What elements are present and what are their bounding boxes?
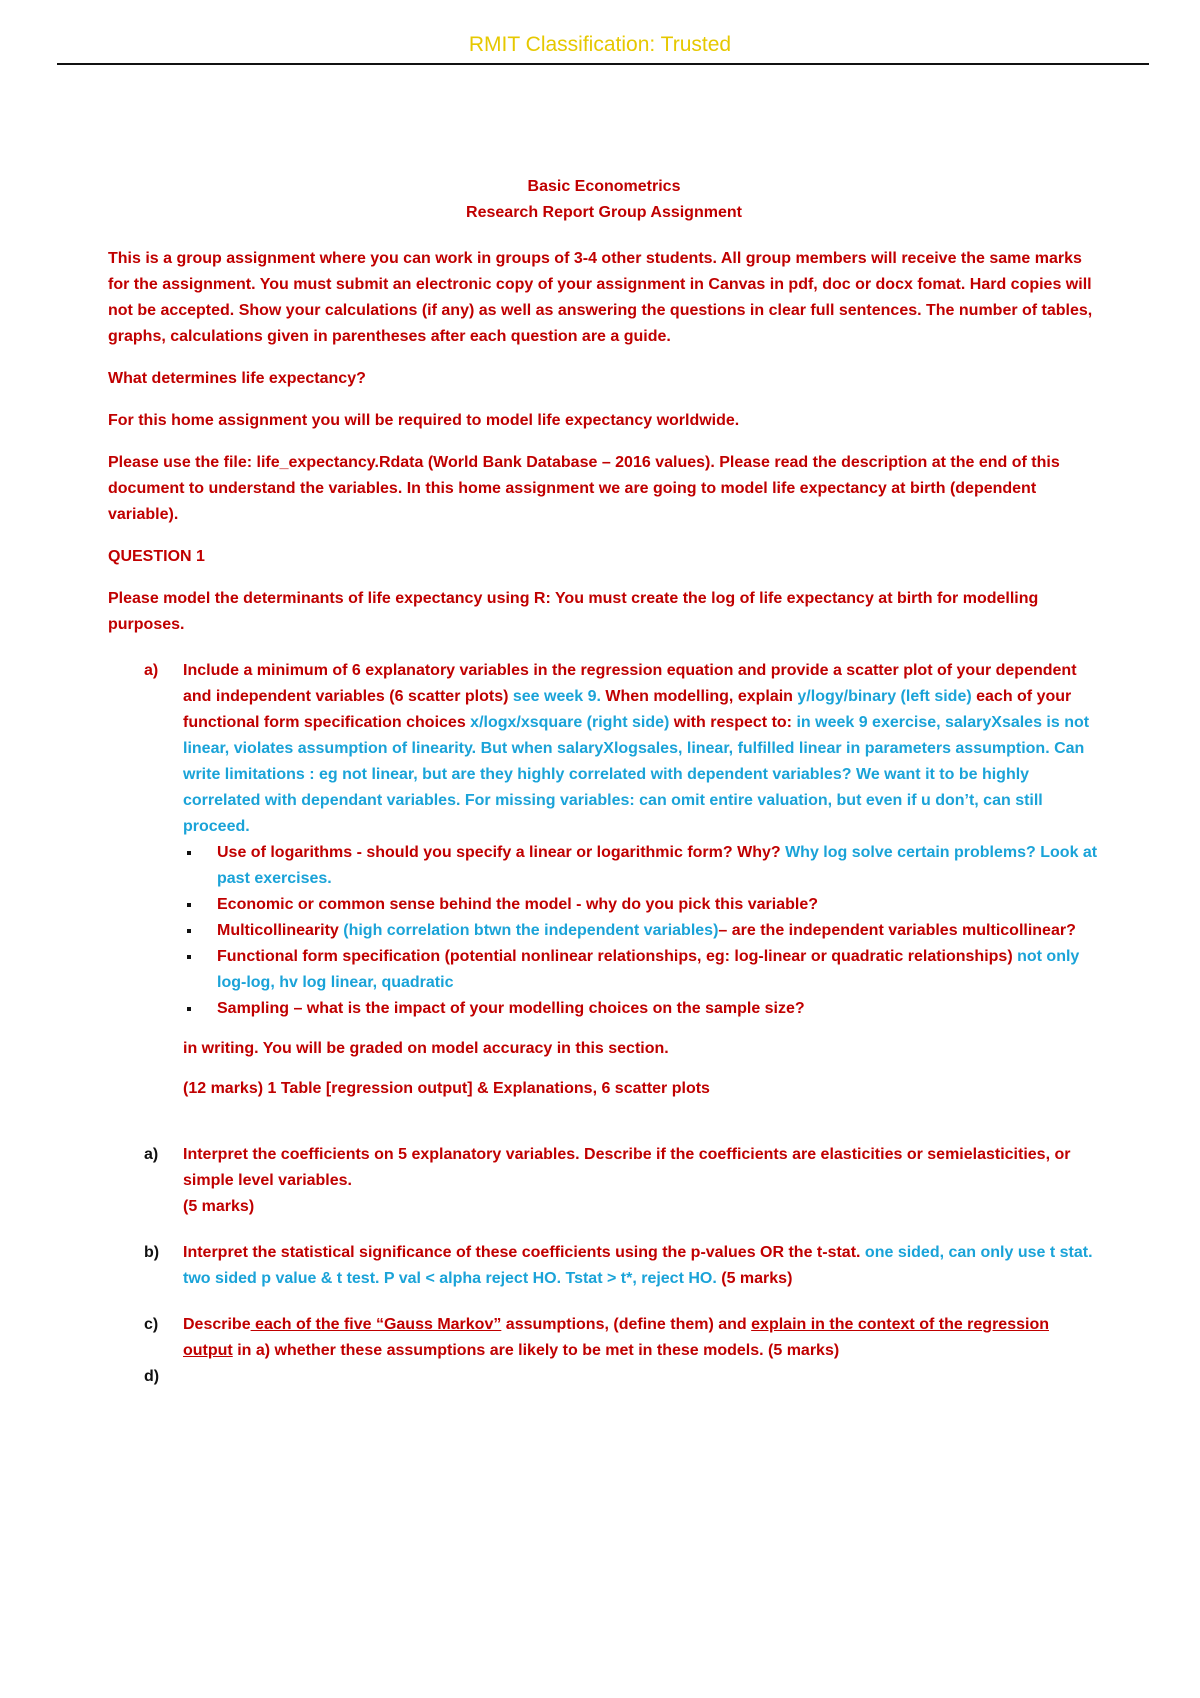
- sub-a-marks: (5 marks): [183, 1198, 255, 1215]
- sub-c-text: Describe: [183, 1316, 251, 1333]
- list-item: Use of logarithms - should you specify a linear or logarithmic form? Why? Why log solve certain problems? Look at past exercises.: [183, 840, 1100, 892]
- document-body: [108, 174, 1100, 1390]
- question-1-label: QUESTION 1: [108, 548, 205, 565]
- item-a-text: each of your functional form specification choices: [183, 688, 1072, 731]
- intro-paragraph: This is a group assignment where you can work in groups of 3-4 other students. All group members will receive the same marks for the assignment. You must submit an electronic copy of your assignment in Canvas in pdf, doc or docx fomat. Hard copies will not be accepted. Show your calculations (if any) as well as answering the questions in clear full sentences. The number of tables, graphs, calculations given in parentheses after each question are a guide.: [108, 250, 1093, 345]
- item-a-explanatory-variables: [108, 658, 1100, 840]
- item-a-note: y/logy/binary (left side): [797, 688, 972, 705]
- classification-header: RMIT Classification: Trusted: [468, 33, 732, 56]
- list-item: Multicollinearity (high correlation btwn the independent variables)– are the independent variables multicollinear?: [183, 918, 1100, 944]
- item-marker: a): [144, 1146, 159, 1163]
- item-marker: c): [144, 1316, 159, 1333]
- sub-c-underlined: explain in the context of the regression output: [183, 1316, 1049, 1359]
- marks-note: (12 marks) 1 Table [regression output] & Explanations, 6 scatter plots: [183, 1080, 710, 1097]
- header-divider: [57, 63, 1149, 65]
- item-a-text: with respect to:: [669, 714, 797, 731]
- list-item: Sampling – what is the impact of your modelling choices on the sample size?: [183, 996, 1100, 1022]
- item-marker: d): [144, 1368, 160, 1385]
- considerations-list: [108, 840, 1100, 1022]
- title-course: Basic Econometrics: [527, 178, 681, 195]
- sub-b-note: one sided, can only use t stat. two sided p value & t test. P val < alpha reject HO. Tstat > t*, reject HO.: [183, 1244, 1093, 1287]
- item-a-note: see week 9.: [512, 688, 601, 705]
- sub-a-text: Interpret the coefficients on 5 explanatory variables. Describe if the coefficients are elasticities or semielasticities, or simple level variables.: [183, 1146, 1071, 1189]
- sub-question-c: [108, 1312, 1100, 1364]
- document-title: [108, 174, 1100, 226]
- sub-question-d: [108, 1364, 1100, 1390]
- sub-question-a: [108, 1142, 1100, 1220]
- title-assignment: Research Report Group Assignment: [466, 204, 742, 221]
- item-a-text: When modelling, explain: [600, 688, 798, 705]
- sub-c-text: in a) whether these assumptions are likely to be met in these models. (5 marks): [232, 1342, 840, 1359]
- sub-question-b: [108, 1240, 1100, 1292]
- list-item: Functional form specification (potential nonlinear relationships, eg: log-linear or quadratic relationships) not only log-log, hv log linear, quadratic: [183, 944, 1100, 996]
- sub-b-text: Interpret the statistical significance of these coefficients using the p-values OR the t-stat.: [183, 1244, 865, 1261]
- heading-question: What determines life expectancy?: [108, 370, 366, 387]
- item-marker: b): [144, 1244, 160, 1261]
- sub-c-underlined: each of the five “Gauss Markov”: [250, 1316, 502, 1333]
- item-a-note: x/logx/xsquare (right side): [470, 714, 670, 731]
- file-note-paragraph: Please use the file: life_expectancy.Rdata (World Bank Database – 2016 values). Please read the description at the end of this document to understand the variables. In this home assignment we are going to model life expectancy at birth (dependent variable).: [108, 454, 1060, 523]
- item-a-text: Include a minimum of 6 explanatory variables in the regression equation and provide a scatter plot of your dependent and independent variables (6 scatter plots): [183, 662, 1077, 705]
- home-assignment-paragraph: For this home assignment you will be required to model life expectancy worldwide.: [108, 412, 740, 429]
- list-item: Economic or common sense behind the model - why do you pick this variable?: [183, 892, 1100, 918]
- item-a-note: in week 9 exercise, salaryXsales is not linear, violates assumption of linearity. But when salaryXlogsales, linear, fulfilled linear in parameters assumption. Can write limitations : eg not linear, but are they highly correlated with dependent variables? We want it to be highly correlated with dependant variables. For missing variables: can omit entire valuation, but even if u don’t, can still proceed.: [183, 714, 1090, 835]
- writing-note: in writing. You will be graded on model accuracy in this section.: [183, 1040, 669, 1057]
- sub-b-marks: (5 marks): [716, 1270, 793, 1287]
- item-marker: a): [144, 662, 159, 679]
- sub-c-text: assumptions, (define them) and: [501, 1316, 752, 1333]
- question-1-prompt: Please model the determinants of life expectancy using R: You must create the log of life expectancy at birth for modelling purposes.: [108, 590, 1039, 633]
